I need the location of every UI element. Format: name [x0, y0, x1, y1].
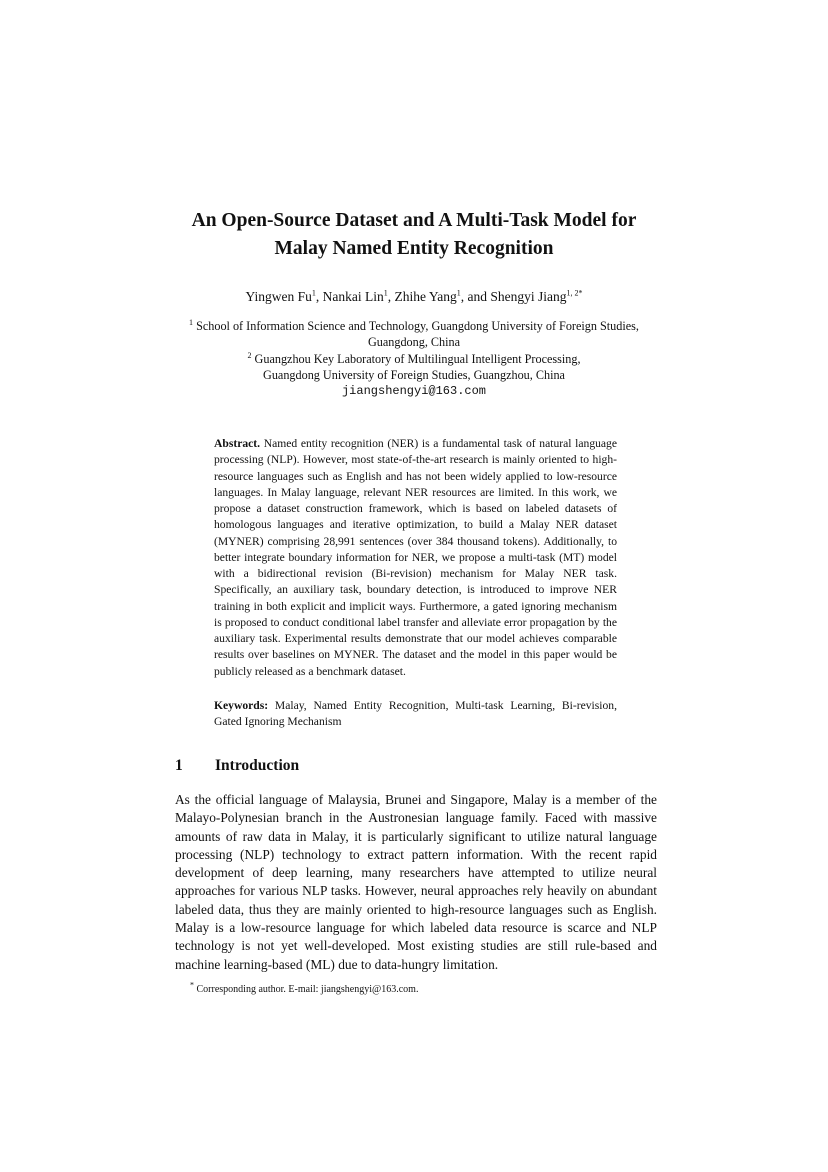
author-separator: , and — [460, 289, 491, 304]
affiliation-1-text: School of Information Science and Technology, Guangdong University of Foreign Studies, — [193, 319, 639, 333]
affiliations — [0, 318, 828, 399]
contact-email: jiangshengyi@163.com — [341, 384, 487, 399]
keywords-label: Keywords: — [214, 699, 269, 712]
affiliation-2-mark: 2 — [247, 350, 252, 360]
paper-title — [0, 207, 828, 263]
affiliation-2-line-2: Guangdong University of Foreign Studies, Guangzhou, China — [263, 367, 565, 382]
keywords — [214, 698, 617, 731]
affiliation-1-mark: 1 — [189, 317, 194, 327]
section-heading-introduction — [175, 756, 299, 776]
abstract-text: Named entity recognition (NER) is a fundamental task of natural language processing (NLP). However, most state-of-the-art research is mainly oriented to high-resource languages such as English and has not been widely applied to low-resource languages. In Malay language, relevant NER resources are limited. In this work, we propose a dataset construction framework, which is based on labeled datasets of homologous languages and iterative optimization, to build a Malay NER dataset (MYNER) comprising 28,991 sentences (over 384 thousand tokens). Additionally, to better integrate boundary information for NER, we propose a multi-task (MT) model with a bidirectional revision (Bi-revision) mechanism for Malay NER task. Specifically, an auxiliary task, boundary detection, is introduced to improve NER training in both explicit and implicit ways. Furthermore, a gated ignoring mechanism is proposed to conduct conditional label transfer and alleviate error propagation by the auxiliary task. Experimental results demonstrate that our model achieves comparable results over baselines on MYNER. The dataset and the model in this paper would be publicly released as a benchmark dataset. — [214, 437, 617, 678]
author-name: Yingwen Fu — [245, 289, 312, 304]
footnote — [190, 980, 419, 997]
author-name: Nankai Lin — [322, 289, 384, 304]
section-title: Introduction — [215, 757, 300, 774]
author-name: Zhihe Yang — [394, 289, 457, 304]
affiliation-2-text: Guangzhou Key Laboratory of Multilingual Intelligent Processing, — [251, 351, 581, 366]
section-number: 1 — [175, 757, 183, 774]
affiliation-1-line-2: Guangdong, China — [367, 335, 461, 350]
author-affiliation-mark: 1, 2* — [566, 288, 583, 298]
author-affiliation-mark: 1 — [383, 288, 388, 298]
footnote-text: Corresponding author. E-mail: jiangshengyi@163.com. — [194, 984, 419, 995]
author-name: Shengyi Jiang — [490, 289, 567, 304]
paper-title-line-2: Malay Named Entity Recognition — [274, 238, 554, 259]
keywords-text: Malay, Named Entity Recognition, Multi-task Learning, Bi-revision, Gated Ignoring Mechanism — [214, 699, 617, 729]
abstract-label: Abstract. — [214, 437, 261, 450]
author-list — [0, 288, 828, 306]
author-affiliation-mark: 1 — [456, 288, 461, 298]
affiliation-1-line-1 — [0, 318, 828, 334]
paper-title-line-1: An Open-Source Dataset and A Multi-Task Model for — [191, 210, 637, 231]
affiliation-2-line-1 — [0, 351, 828, 367]
footnote-mark: * — [190, 980, 194, 990]
abstract — [214, 436, 617, 680]
author-separator: , — [315, 289, 323, 304]
author-separator: , — [387, 289, 395, 304]
introduction-paragraph: As the official language of Malaysia, Brunei and Singapore, Malay is a member of the Malayo-Polynesian branch in the Austronesian language family. Faced with massive amounts of raw data in Malay, it is particularly significant to utilize natural language processing (NLP) technology to extract pattern information. With the recent rapid development of deep learning, many researchers have attempted to utilize neural approaches for various NLP tasks. However, neural approaches rely heavily on abundant labeled data, thus they are mainly oriented to high-resource languages such as English. Malay is a low-resource language for which labeled data resource is scarce and NLP technology is not yet well-developed. Most existing studies are still rule-based and machine learning-based (ML) due to data-hungry limitation. — [175, 792, 657, 972]
author-affiliation-mark: 1 — [311, 288, 316, 298]
